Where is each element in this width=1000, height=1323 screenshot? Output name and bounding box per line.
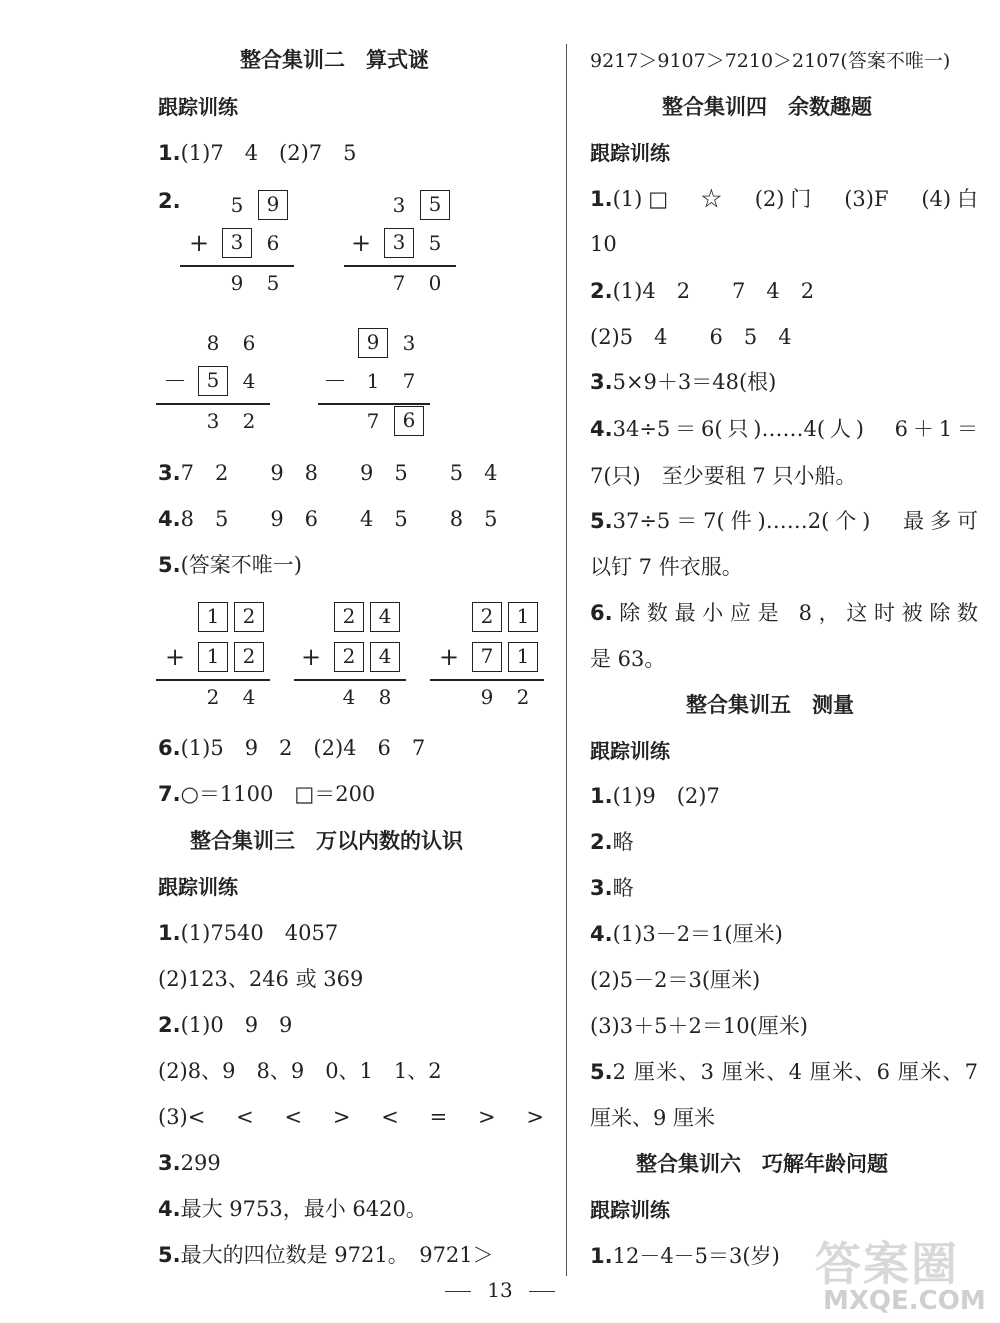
section-title-5: 整合集训五 测量 xyxy=(686,693,854,717)
question-number: 2. xyxy=(158,189,181,213)
answer-line: 5.37÷5＝7(件)……2(个) 最多可 xyxy=(590,509,978,533)
answer-line: (3)< < < > < = > > xyxy=(158,1105,544,1129)
section-subtitle: 跟踪训练 xyxy=(590,739,670,763)
answer-line: 4.最大 9753，最小 6420。 xyxy=(158,1197,427,1221)
answer-line: 3.5×9＋3＝48(根) xyxy=(590,370,777,394)
answer-line: 3.略 xyxy=(590,876,634,900)
answer-line: 1.(1)□ ☆ (2)门 (3)F (4)白 xyxy=(590,187,978,211)
section-title-4: 整合集训四 余数趣题 xyxy=(662,95,872,119)
answer-line: 9217＞9107＞7210＞2107(答案不唯一) xyxy=(590,50,951,72)
answer-line: 3.299 xyxy=(158,1151,221,1175)
answer-line: (2)8、9 8、9 0、1 1、2 xyxy=(158,1059,442,1083)
answer-line: (3)3＋5＋2＝10(厘米) xyxy=(590,1014,808,1038)
answer-line: 1.(1)7 4 (2)7 5 xyxy=(158,141,357,165)
section-subtitle: 跟踪训练 xyxy=(590,141,670,165)
section-title-2: 整合集训二 算式谜 xyxy=(240,48,429,72)
answer-line: 以钉 7 件衣服。 xyxy=(590,555,743,579)
answer-line: (2)5－2＝3(厘米) xyxy=(590,968,761,992)
watermark-logo: 答案圈 MXQE.COM xyxy=(815,1237,986,1316)
answer-line: (2)5 4 6 5 4 xyxy=(590,325,792,349)
section-title-3: 整合集训三 万以内数的认识 xyxy=(190,829,463,853)
section-title-6: 整合集训六 巧解年龄问题 xyxy=(636,1152,888,1176)
answer-line: 4.34÷5＝6(只)……4(人) 6＋1＝ xyxy=(590,417,978,441)
answer-line: 6.除数最小应是 8，这时被除数 xyxy=(590,601,978,625)
answer-line: 2.略 xyxy=(590,830,634,854)
column-divider xyxy=(566,44,567,1276)
answer-line: 10 xyxy=(590,232,617,256)
answer-line: 5.(答案不唯一) xyxy=(158,553,302,577)
section-subtitle: 跟踪训练 xyxy=(158,875,238,899)
answer-line: 3.7 2 9 8 9 5 5 4 xyxy=(158,461,498,485)
answer-line: 4.8 5 9 6 4 5 8 5 xyxy=(158,507,498,531)
section-subtitle: 跟踪训练 xyxy=(590,1198,670,1222)
answer-line: 6.(1)5 9 2 (2)4 6 7 xyxy=(158,736,426,760)
answer-line: 5.2 厘米、3 厘米、4 厘米、6 厘米、7 xyxy=(590,1060,978,1084)
answer-line: 1.(1)7540 4057 xyxy=(158,921,339,945)
page-number: 13 xyxy=(487,1278,513,1302)
answer-line: 4.(1)3－2＝1(厘米) xyxy=(590,922,783,946)
answer-line: 7.○＝1100 □＝200 xyxy=(158,782,376,806)
answer-line: 1.12－4－5＝3(岁) xyxy=(590,1244,780,1268)
answer-line: 1.(1)9 (2)7 xyxy=(590,784,720,808)
answer-line: (2)123、246 或 369 xyxy=(158,967,364,991)
answer-line: 是 63。 xyxy=(590,647,666,671)
section-subtitle: 跟踪训练 xyxy=(158,95,238,119)
answer-line: 2.(1)0 9 9 xyxy=(158,1013,293,1037)
answer-line: 2.(1)4 2 7 4 2 xyxy=(590,279,815,303)
answer-line: 7(只) 至少要租 7 只小船。 xyxy=(590,464,857,488)
answer-line: 5.最大的四位数是 9721。 9721＞ xyxy=(158,1243,494,1267)
answer-line: 厘米、9 厘米 xyxy=(590,1106,716,1130)
